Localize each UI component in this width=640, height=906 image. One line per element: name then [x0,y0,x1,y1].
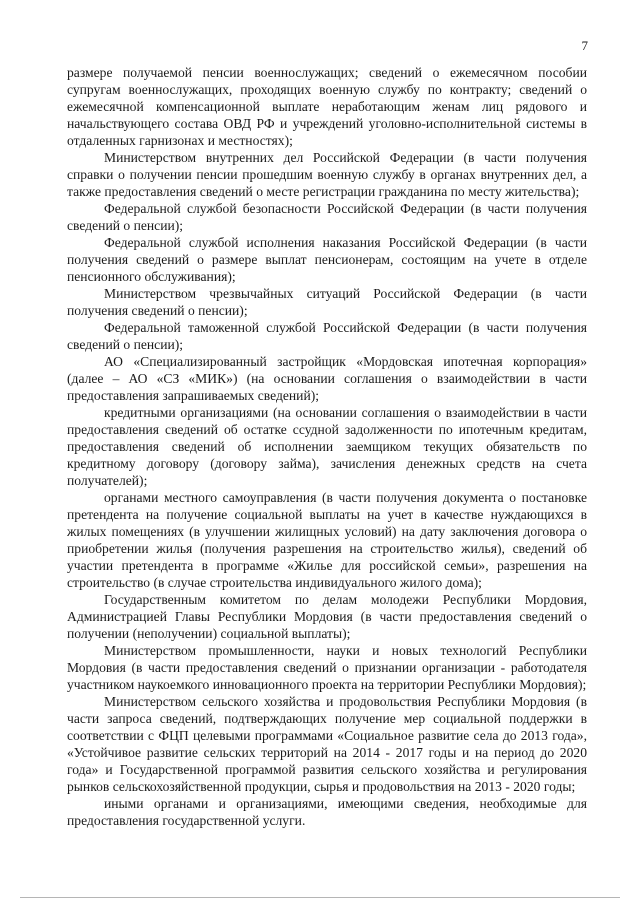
paragraph-fsb: Федеральной службой безопасности Российской Федерации (в части получения сведений о пенсии); [67,201,587,233]
page-number: 7 [581,38,588,53]
paragraph-ministry-industry: Министерством промышленности, науки и новых технологий Республики Мордовия (в части предоставления сведений о признании организации - работодателя участником наукоемкого инновационного проекта на территории Республики Мордовия); [67,643,587,692]
paragraph-youth-committee: Государственным комитетом по делам молодежи Республики Мордовия, Администрацией Главы Республики Мордовия (в части предоставления сведений о получении (неполучении) социальной выплаты); [67,592,587,641]
paragraph-continuation: размере получаемой пенсии военнослужащих; сведений о ежемесячном пособии супругам военнослужащих, проходящих военную службу по контракту; сведений о ежемесячной компенсационной выплате неработающим женам лиц рядового и начальствующего состава ОВД РФ и учреждений уголовно-исполнительной системы в отдаленных гарнизонах и местностях); [67,65,587,148]
paragraph-ministry-agriculture: Министерством сельского хозяйства и продовольствия Республики Мордовия (в части запроса сведений, подтверждающих получение мер социальной поддержки в соответствии с ФЦП целевыми программами «Социальное развитие села до 2013 года», «Устойчивое развитие сельских территорий на 2014 - 2017 годы и на период до 2020 года» и Государственной программой развития сельского хозяйства и регулирования рынков сельскохозяйственной продукции, сырья и продовольствия на 2013 - 2020 годы; [67,694,587,794]
paragraph-ao-sz-mik: АО «Специализированный застройщик «Мордовская ипотечная корпорация» (далее – АО «СЗ «МИК») (на основании соглашения о взаимодействии в части предоставления запрашиваемых сведений); [67,354,587,403]
paragraph-other-bodies: иными органами и организациями, имеющими сведения, необходимые для предоставления государственной услуги. [67,796,587,828]
document-body [67,64,587,829]
paragraph-fts: Федеральной таможенной службой Российской Федерации (в части получения сведений о пенсии); [67,320,587,352]
footer-divider [20,897,620,898]
paragraph-fsin: Федеральной службой исполнения наказания Российской Федерации (в части получения сведений о размере выплат пенсионерам, состоящим на учете в отделе пенсионного обслуживания); [67,235,587,284]
paragraph-credit-organizations: кредитными организациями (на основании соглашения о взаимодействии в части предоставления сведений об остатке ссудной задолженности по ипотечным кредитам, предоставления сведений об исполнении заемщиком текущих обязательств по кредитному договору (договору займа), зачисления денежных средств на счета получателей); [67,405,587,488]
paragraph-local-government: органами местного самоуправления (в части получения документа о постановке претендента на получение социальной выплаты на учет в качестве нуждающихся в жилых помещениях (в улучшении жилищных условий) на дату заключения договора о приобретении жилья (получения разрешения на строительство жилья), сведений об участии претендента в программе «Жилье для российской семьи», разрешения на строительство (в случае строительства индивидуального жилого дома); [67,490,587,590]
paragraph-mvd: Министерством внутренних дел Российской Федерации (в части получения справки о получении пенсии прошедшим военную службу в органах внутренних дел, а также предоставления сведений о месте регистрации гражданина по месту жительства); [67,150,587,199]
paragraph-mchs: Министерством чрезвычайных ситуаций Российской Федерации (в части получения сведений о пенсии); [67,286,587,318]
